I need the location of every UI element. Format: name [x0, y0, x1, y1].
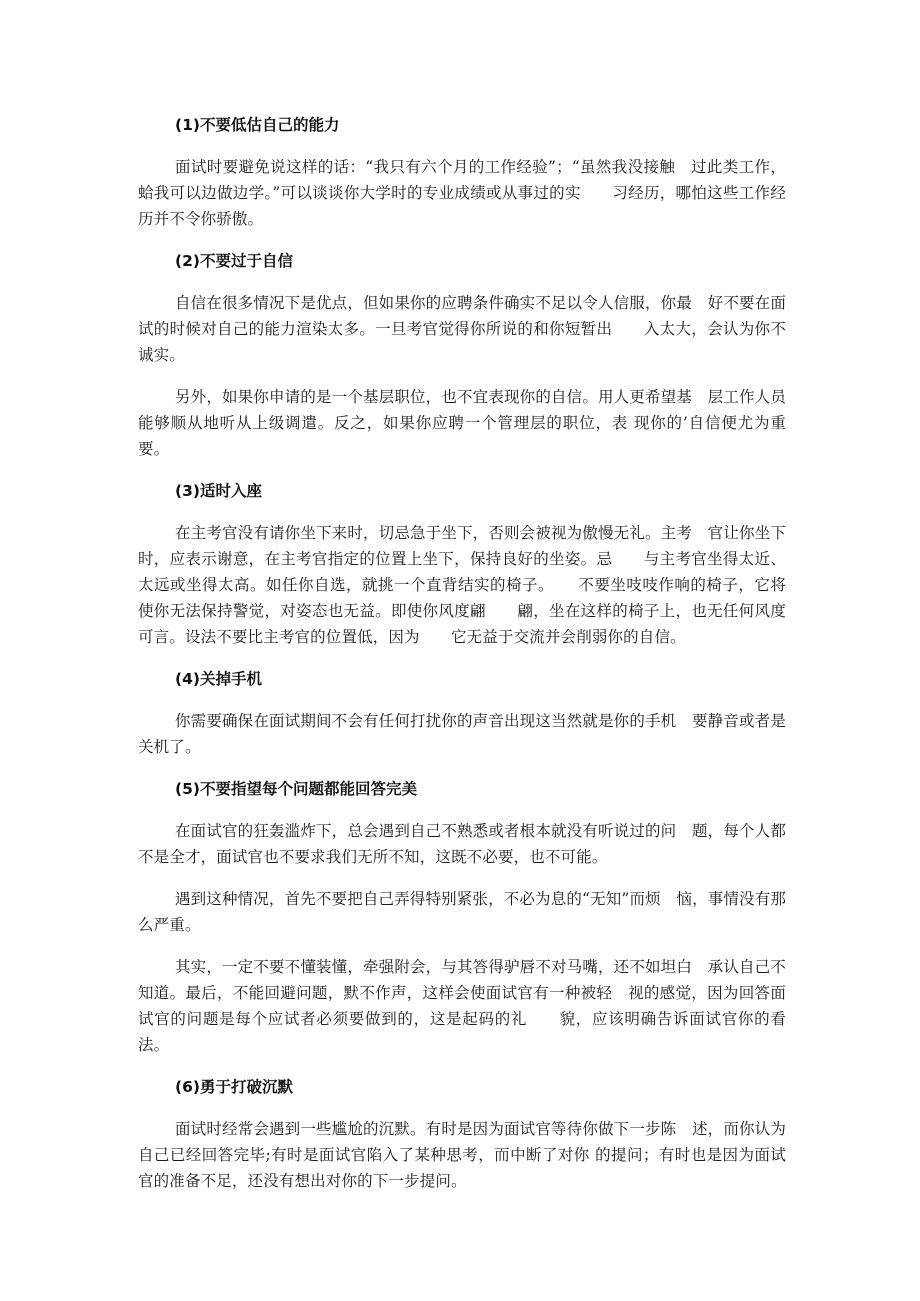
section-1-paragraph-1: 面试时要避免说这样的话：“我只有六个月的工作经验”；“虽然我没接触 过此类工作，蛤我可以边做边学。”可以谈谈你大学时的专业成绩或从事过的实 习经历，哪怕这些工作经历并不令你骄傲。	[138, 158, 786, 228]
section-heading-6: (6)勇于打破沉默	[175, 1078, 293, 1096]
section-3-paragraph-1: 在主考官没有请你坐下来时，切忌急于坐下，否则会被视为傲慢无礼。主考 官让你坐下时，应表示谢意，在主考官指定的位置上坐下，保持良好的坐姿。忌 与主考官坐得太近、太远或坐得太高。如任你自选，就挑一个直背结实的椅子。 不要坐吱吱作响的椅子，它将使你无法保持警觉，对姿态也无益。即使你风度翩 翩，坐在这样的椅子上，也无任何风度可言。设法不要比主考官的位置低，因为 它无益于交流并会削弱你的自信。	[138, 524, 786, 646]
section-5-paragraph-3: 其实，一定不要不懂装懂，牵强附会，与其答得驴唇不对马嘴，还不如坦白 承认自己不知道。最后，不能回避问题，默不作声，这样会使面试官有一种被轻 视的感觉，因为回答面试官的问题是每个应试者必须要做到的，这是起码的礼 貌，应该明确告诉面试官你的看法。	[138, 958, 786, 1054]
section-5-paragraph-2: 遇到这种情况，首先不要把自己弄得特别紧张，不必为息的“无知”而烦 恼，事情没有那么严重。	[138, 890, 786, 934]
section-heading-2: (2)不要过于自信	[175, 252, 293, 270]
section-heading-1: (1)不要低估自己的能力	[175, 116, 340, 134]
section-2-paragraph-2: 另外，如果你申请的是一个基层职位，也不宜表现你的自信。用人更希望基 层工作人员能够顺从地听从上级调遣。反之，如果你应聘一个管理层的职位，表 现你的’自信便尤为重要。	[138, 388, 786, 458]
document-body	[138, 112, 786, 1210]
section-heading-3: (3)适时入座	[175, 482, 262, 500]
section-heading-5: (5)不要指望每个问题都能回答完美	[175, 780, 417, 798]
section-6-paragraph-1: 面试时经常会遇到一些尴尬的沉默。有时是因为面试官等待你做下一步陈 述，而你认为自己已经回答完毕;有时是面试官陷入了某种思考，而中断了对你 的提问；有时也是因为面试官的准备不足，还没有想出对你的下一步提问。	[138, 1120, 786, 1190]
section-2-paragraph-1: 自信在很多情况下是优点，但如果你的应聘条件确实不足以令人信服，你最 好不要在面试的时候对自己的能力渲染太多。一旦考官觉得你所说的和你短暂出 入太大，会认为你不诚实。	[138, 294, 786, 364]
section-5-paragraph-1: 在面试官的狂轰滥炸下，总会遇到自己不熟悉或者根本就没有听说过的问 题，每个人都不是全才，面试官也不要求我们无所不知，这既不必要，也不可能。	[138, 822, 786, 866]
section-4-paragraph-1: 你需要确保在面试期间不会有任何打扰你的声音出现这当然就是你的手机 要静音或者是关机了。	[138, 712, 786, 756]
section-heading-4: (4)关掉手机	[175, 670, 262, 688]
